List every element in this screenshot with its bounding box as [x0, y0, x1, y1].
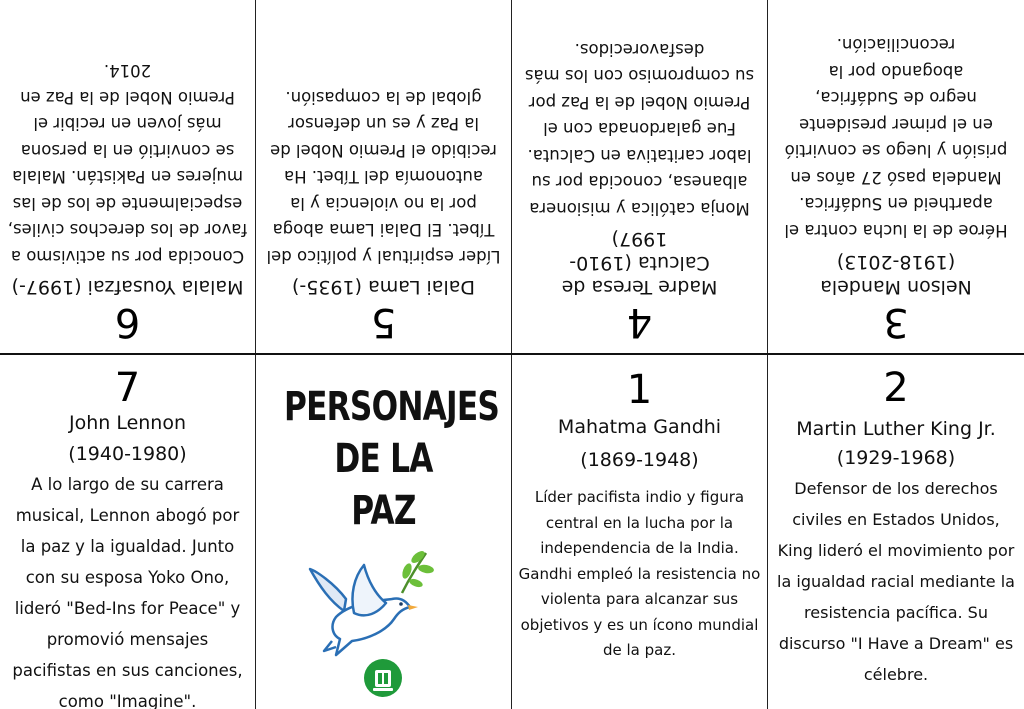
card-dates: (1869-1948): [580, 449, 699, 471]
card-5: [256, 0, 511, 353]
card-name: Dalai Lama (1935-): [292, 276, 475, 298]
card-name: Martin Luther King Jr.: [796, 418, 996, 440]
cover-title: [256, 381, 511, 537]
card-7: [0, 355, 255, 709]
cover-title-line: PERSONAJES: [284, 384, 500, 430]
card-bio: Conocida por su activismo a favor de los derechos civiles, especialmente de los de las mujeres en Pakistán. Malala se convirtió en la persona más joven en recibir el Premio Nobel de la Paz en 2014.: [7, 61, 248, 266]
card-bio: Líder espiritual y político del Tíbet. El Dalai Lama aboga por la no violencia y la autonomía del Tíbet. Ha recibido el Premio Nobel de la Paz y es un defensor global de la compasión.: [266, 88, 501, 266]
cover-title-line: PAZ: [351, 488, 416, 534]
green-circle-logo-icon: [363, 658, 403, 698]
card-number: 3: [883, 299, 909, 345]
card-number: 4: [626, 299, 653, 345]
card-1: [512, 355, 767, 709]
cover-panel: [256, 355, 511, 709]
card-dates: (1918-2013): [836, 251, 956, 273]
card-4: [512, 0, 767, 353]
card-number: 7: [114, 365, 141, 411]
card-bio: Monja católica y misionera albanesa, conocida por su labor caritativa en Calcuta. Fue galardonada con el Premio Nobel de la Paz por su compromiso con los más desfavorecidos.: [524, 40, 755, 218]
card-name: Nelson Mandela: [820, 276, 972, 298]
card-name: John Lennon: [68, 412, 187, 434]
card-number: 1: [626, 367, 653, 413]
card-2: [768, 355, 1024, 709]
card-bio: Defensor de los derechos civiles en Estados Unidos, King lideró el movimiento por la igualdad racial mediante la resistencia pacífica. Su discurso "I Have a Dream" es célebre.: [777, 479, 1015, 684]
card-3: [768, 0, 1024, 353]
card-bio: Héroe de la lucha contra el apartheid en Sudáfrica. Mandela pasó 27 años en prisión y luego se convirtió en el primer presidente negro de Sudáfrica, abogando por la reconciliación.: [784, 35, 1008, 240]
card-name: Malala Yousafzai (1997-): [11, 276, 244, 298]
card-dates: (1940-1980): [68, 443, 187, 465]
card-bio: A lo largo de su carrera musical, Lennon abogó por la paz y la igualdad. Junto con su esposa Yoko Ono, lideró "Bed-Ins for Peace" y promovió mensajes pacifistas en sus canciones, como "Imagine".: [12, 475, 243, 709]
card-number: 2: [883, 365, 909, 411]
card-name: Madre Teresa de Calcuta (1910-1997): [561, 228, 718, 298]
card-bio: Líder pacifista indio y figura central en la lucha por la independencia de la India. Gandhi empleó la resistencia no violenta para alcanzar sus objetivos y es un ícono mundial de la paz.: [518, 488, 761, 659]
card-number: 6: [114, 299, 141, 345]
card-name: Mahatma Gandhi: [557, 416, 722, 438]
dove-with-olive-branch-icon: [306, 547, 436, 657]
card-6: [0, 0, 255, 353]
card-number: 5: [370, 299, 397, 345]
card-dates: (1929-1968): [836, 447, 956, 469]
cover-title-line: DE LA: [334, 436, 433, 482]
